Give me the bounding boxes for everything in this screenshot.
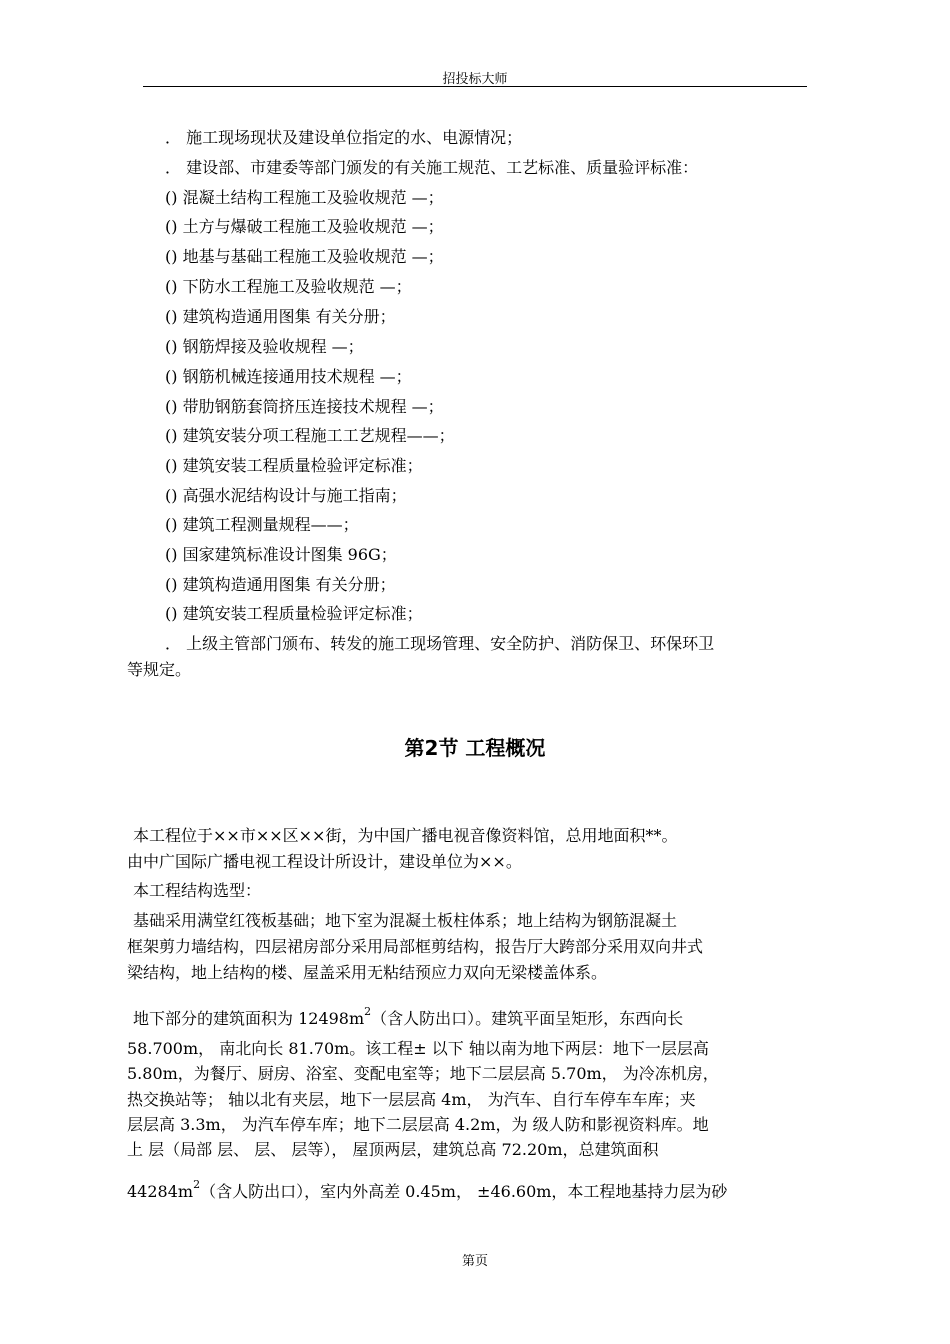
list-item: () 钢筋焊接及验收规程 —； bbox=[165, 337, 364, 356]
area-text: （含人防出口）。建筑平面呈矩形，东西向长 bbox=[371, 1009, 684, 1028]
page-footer: 第页 bbox=[461, 1254, 488, 1269]
list-item: 等规定。 bbox=[127, 660, 192, 679]
area-line bbox=[133, 1005, 684, 1029]
area-line bbox=[127, 1178, 728, 1202]
area-line: 5.80m，为餐厅、厨房、浴室、变配电室等；地下二层层高 5.70m， 为冷冻机房， bbox=[127, 1064, 719, 1083]
paragraph-line: 框架剪力墙结构，四层裙房部分采用局部框剪结构，报告厅大跨部分采用双向井式 bbox=[127, 937, 704, 956]
header-divider bbox=[143, 86, 807, 87]
area-text: （含人防出口），室内外高差 0.45m， ±46.60m，本工程地基持力层为砂 bbox=[200, 1182, 728, 1201]
paragraph-line: 由中广国际广播电视工程设计所设计，建设单位为××。 bbox=[127, 852, 522, 871]
paragraph-line: 本工程结构选型： bbox=[133, 881, 262, 900]
superscript: 2 bbox=[364, 1005, 372, 1018]
area-line: 热交换站等； 轴以北有夹层，地下一层层高 4m， 为汽车、自行车停车车库；夹 bbox=[127, 1090, 696, 1109]
area-text: 44284m bbox=[127, 1182, 194, 1201]
list-item: () 混凝土结构工程施工及验收规范 —； bbox=[165, 188, 444, 207]
list-item: () 高强水泥结构设计与施工指南； bbox=[165, 486, 407, 505]
area-line: 58.700m， 南北向长 81.70m。该工程± 以下 轴以南为地下两层：地下一层层高 bbox=[127, 1039, 709, 1058]
list-item: () 建筑安装工程质量检验评定标准； bbox=[165, 456, 423, 475]
paragraph-line: 本工程位于××市××区××街，为中国广播电视音像资料馆，总用地面积**。 bbox=[133, 826, 678, 845]
list-item: () 地基与基础工程施工及验收规范 —； bbox=[165, 247, 444, 266]
section-heading: 第2节 工程概况 bbox=[404, 736, 546, 760]
list-item: () 建筑安装分项工程施工工艺规程——； bbox=[165, 426, 455, 445]
superscript: 2 bbox=[193, 1178, 201, 1191]
page-header-title: 招投标大师 bbox=[442, 72, 508, 87]
list-item: () 带肋钢筋套筒挤压连接技术规程 —； bbox=[165, 397, 444, 416]
list-item: () 土方与爆破工程施工及验收规范 —； bbox=[165, 217, 444, 236]
list-item: () 建筑安装工程质量检验评定标准； bbox=[165, 604, 423, 623]
paragraph-line: 基础采用满堂红筏板基础；地下室为混凝土板柱体系；地上结构为钢筋混凝土 bbox=[133, 911, 678, 930]
list-item: () 建筑工程测量规程——； bbox=[165, 515, 359, 534]
paragraph-line: 梁结构，地上结构的楼、屋盖采用无粘结预应力双向无梁楼盖体系。 bbox=[127, 963, 608, 982]
list-item: ． 建设部、市建委等部门颁发的有关施工规范、工艺标准、质量验评标准： bbox=[165, 158, 699, 177]
area-line: 上 层（局部 层、 层、 层等）， 屋顶两层，建筑总高 72.20m，总建筑面积 bbox=[127, 1140, 659, 1159]
list-item: () 下防水工程施工及验收规范 —； bbox=[165, 277, 412, 296]
list-item: () 建筑构造通用图集 有关分册； bbox=[165, 307, 396, 326]
list-item: ． 施工现场现状及建设单位指定的水、电源情况； bbox=[165, 128, 523, 147]
area-line: 层层高 3.3m， 为汽车停车库；地下二层层高 4.2m，为 级人防和影视资料库。地 bbox=[127, 1115, 709, 1134]
list-item: () 建筑构造通用图集 有关分册； bbox=[165, 575, 396, 594]
list-item: () 钢筋机械连接通用技术规程 —； bbox=[165, 367, 412, 386]
list-item: () 国家建筑标准设计图集 96G； bbox=[165, 545, 397, 564]
area-text: 地下部分的建筑面积为 12498m bbox=[133, 1009, 365, 1028]
list-item: ． 上级主管部门颁布、转发的施工现场管理、安全防护、消防保卫、环保环卫 bbox=[165, 634, 715, 653]
